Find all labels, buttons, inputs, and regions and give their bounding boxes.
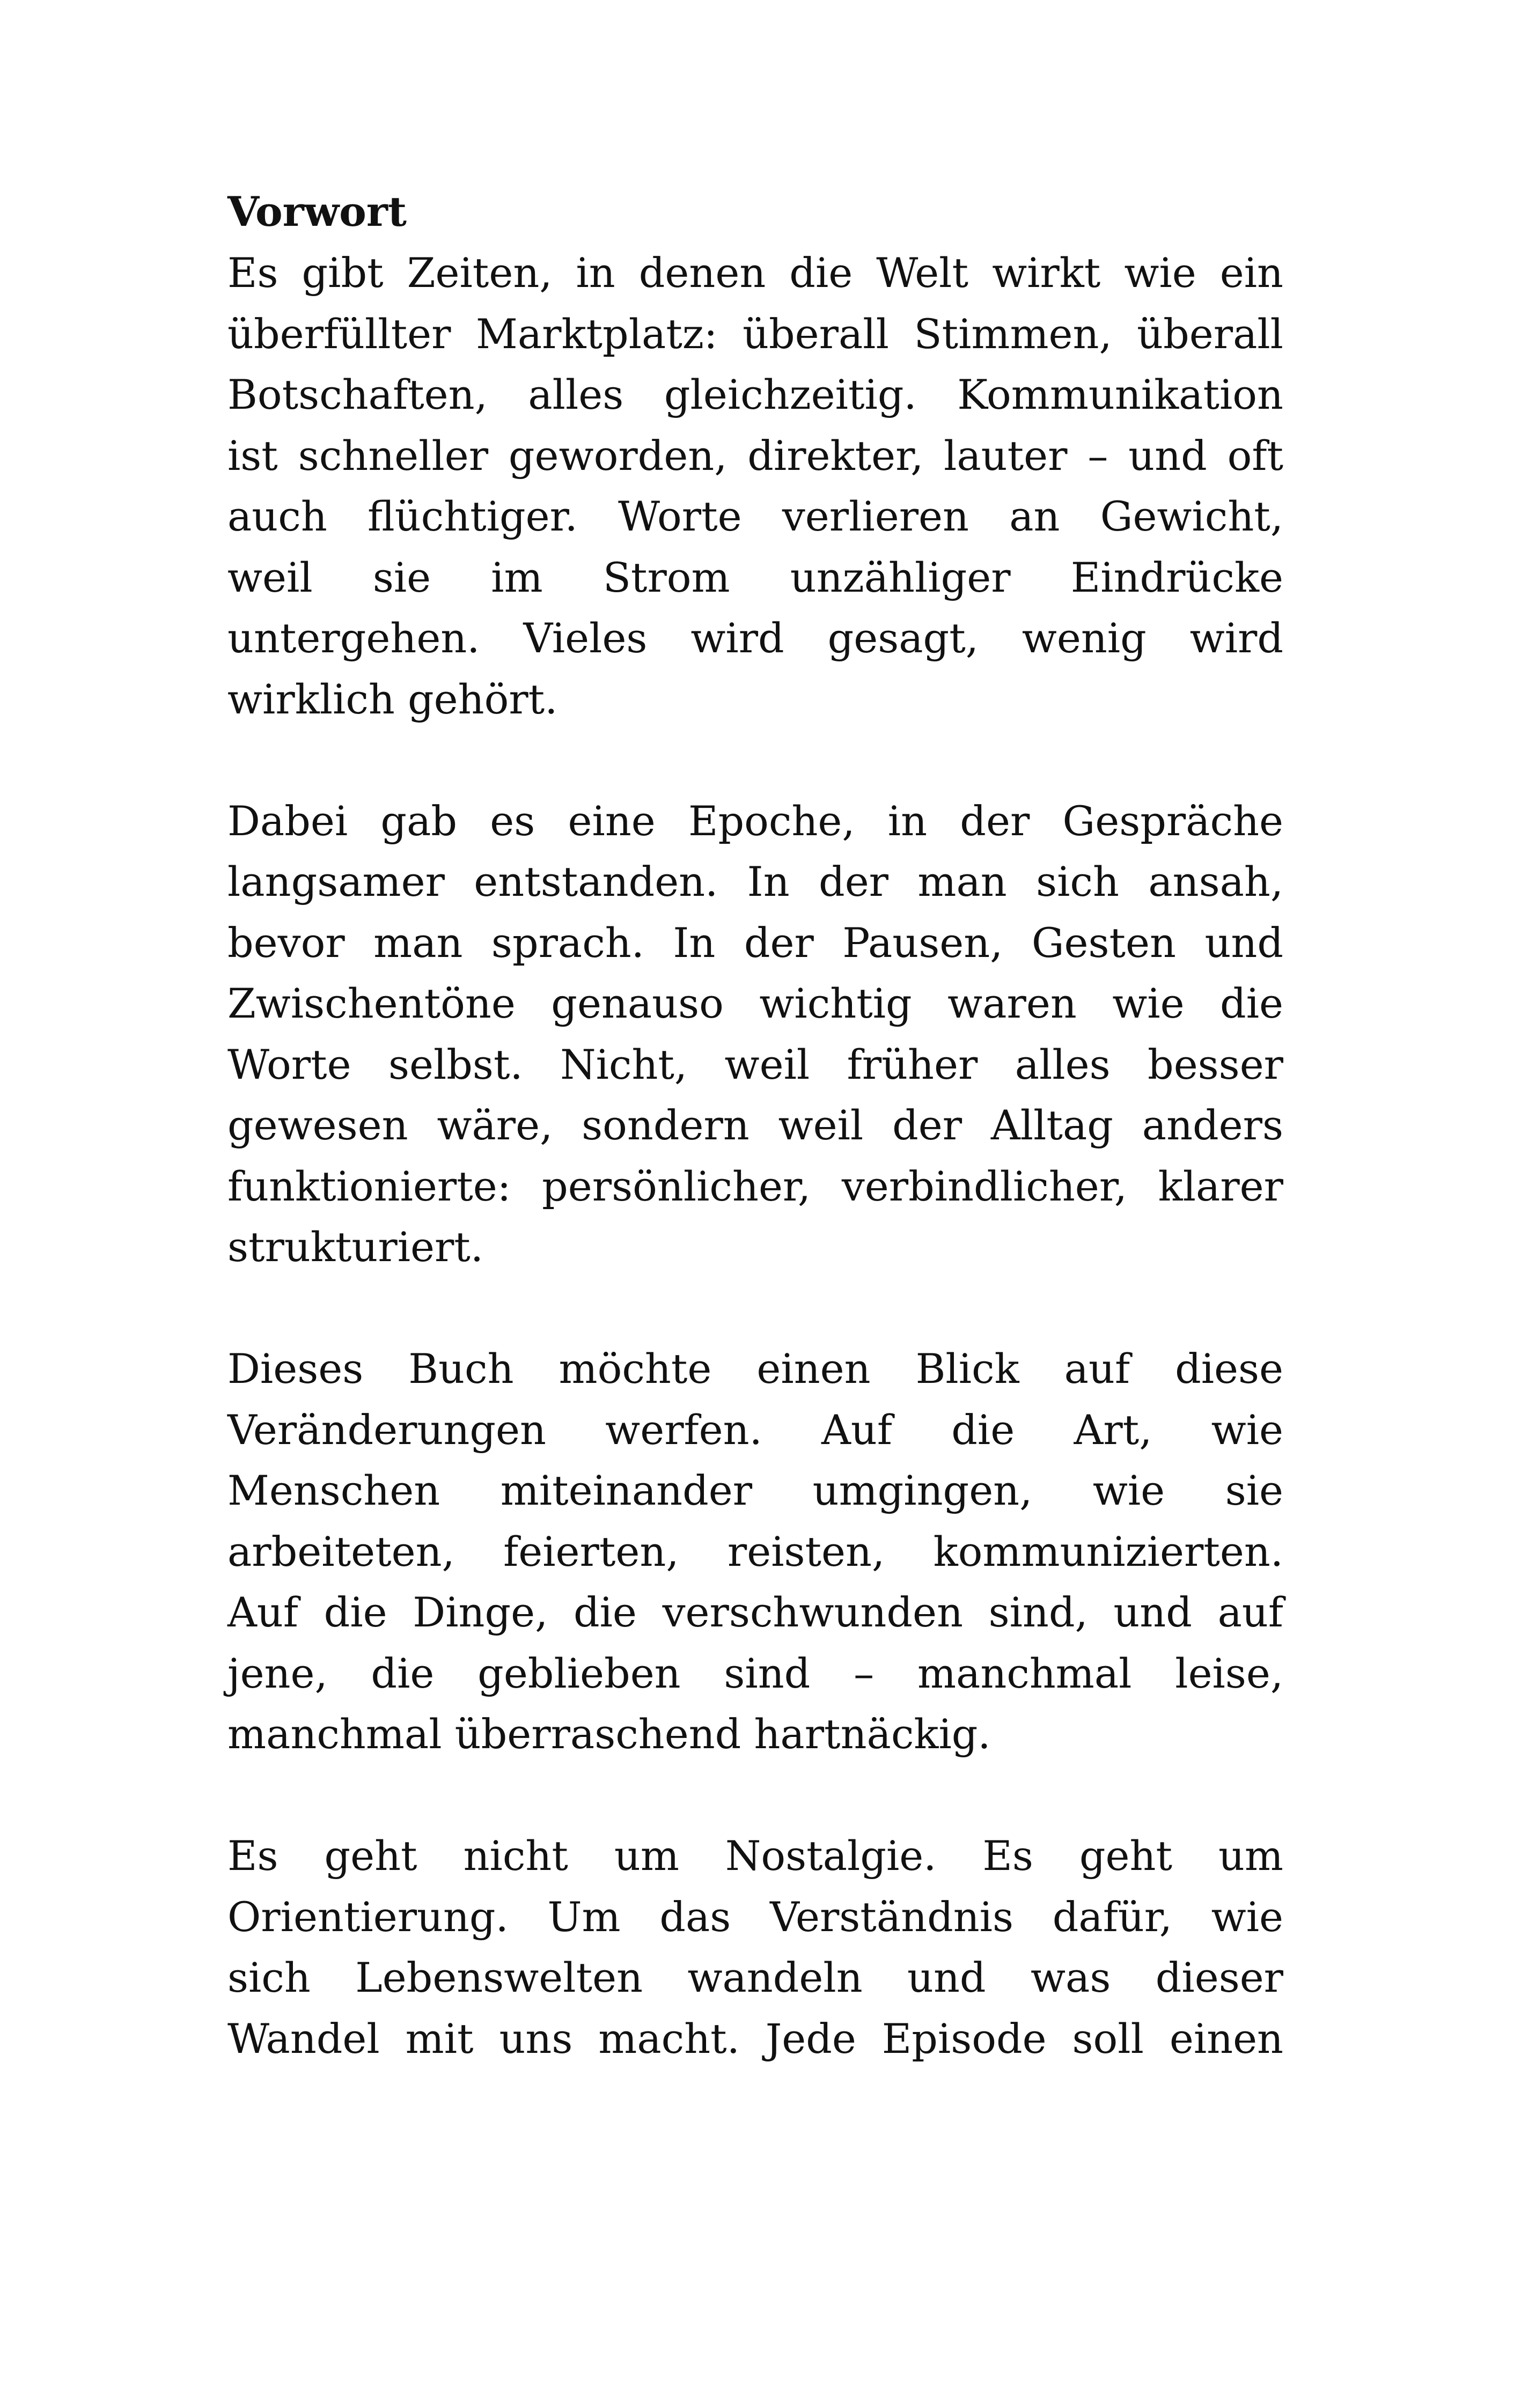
- text-line: gewesen wäre, sondern weil der Alltag anders: [227, 1101, 1283, 1149]
- text-line: auch flüchtiger. Worte verlieren an Gewicht,: [227, 492, 1283, 540]
- paragraph-1: [227, 242, 1283, 730]
- text-line: wirklich gehört.: [227, 675, 558, 723]
- text-line: funktionierte: persönlicher, verbindlicher, klarer: [227, 1162, 1283, 1210]
- text-line: strukturiert.: [227, 1223, 484, 1271]
- paragraph-4: [227, 1825, 1283, 2069]
- text-line: Menschen miteinander umgingen, wie sie: [227, 1467, 1283, 1514]
- text-line: Orientierung. Um das Verständnis dafür, wie: [227, 1892, 1283, 1941]
- text-line: Worte selbst. Nicht, weil früher alles besser: [227, 1040, 1283, 1088]
- text-line: Zwischentöne genauso wichtig waren wie die: [227, 980, 1283, 1027]
- text-line: Veränderungen werfen. Auf die Art, wie: [227, 1405, 1283, 1454]
- text-line: manchmal überraschend hartnäckig.: [227, 1710, 991, 1758]
- paragraph-3: [227, 1338, 1283, 1765]
- text-line: Es gibt Zeiten, in denen die Welt wirkt wie ein: [227, 249, 1283, 297]
- text-line: sich Lebenswelten wandeln und was dieser: [227, 1954, 1283, 2001]
- text-line: weil sie im Strom unzähliger Eindrücke: [227, 553, 1283, 601]
- text-line: Botschaften, alles gleichzeitig. Kommunikation: [227, 371, 1283, 418]
- text-line: Auf die Dinge, die verschwunden sind, und auf: [227, 1588, 1283, 1636]
- page-content: [227, 181, 1283, 2130]
- text-line: langsamer entstanden. In der man sich ansah,: [227, 858, 1283, 905]
- text-line: jene, die geblieben sind – manchmal leise,: [227, 1649, 1283, 1697]
- text-line: Es geht nicht um Nostalgie. Es geht um: [227, 1832, 1283, 1880]
- text-line: Wandel mit uns macht. Jede Episode soll einen: [227, 2014, 1283, 2063]
- text-line: Dabei gab es eine Epoche, in der Gespräche: [227, 797, 1283, 845]
- text-line: Dieses Buch möchte einen Blick auf diese: [227, 1345, 1283, 1393]
- chapter-heading: Vorwort: [227, 188, 407, 235]
- text-line: untergehen. Vieles wird gesagt, wenig wird: [227, 614, 1283, 662]
- text-line: bevor man sprach. In der Pausen, Gesten und: [227, 918, 1283, 967]
- text-line: ist schneller geworden, direkter, lauter – und oft: [227, 431, 1283, 480]
- text-line: arbeiteten, feierten, reisten, kommunizierten.: [227, 1527, 1283, 1575]
- text-line: überfüllter Marktplatz: überall Stimmen, überall: [227, 310, 1283, 358]
- paragraph-2: [227, 791, 1283, 1278]
